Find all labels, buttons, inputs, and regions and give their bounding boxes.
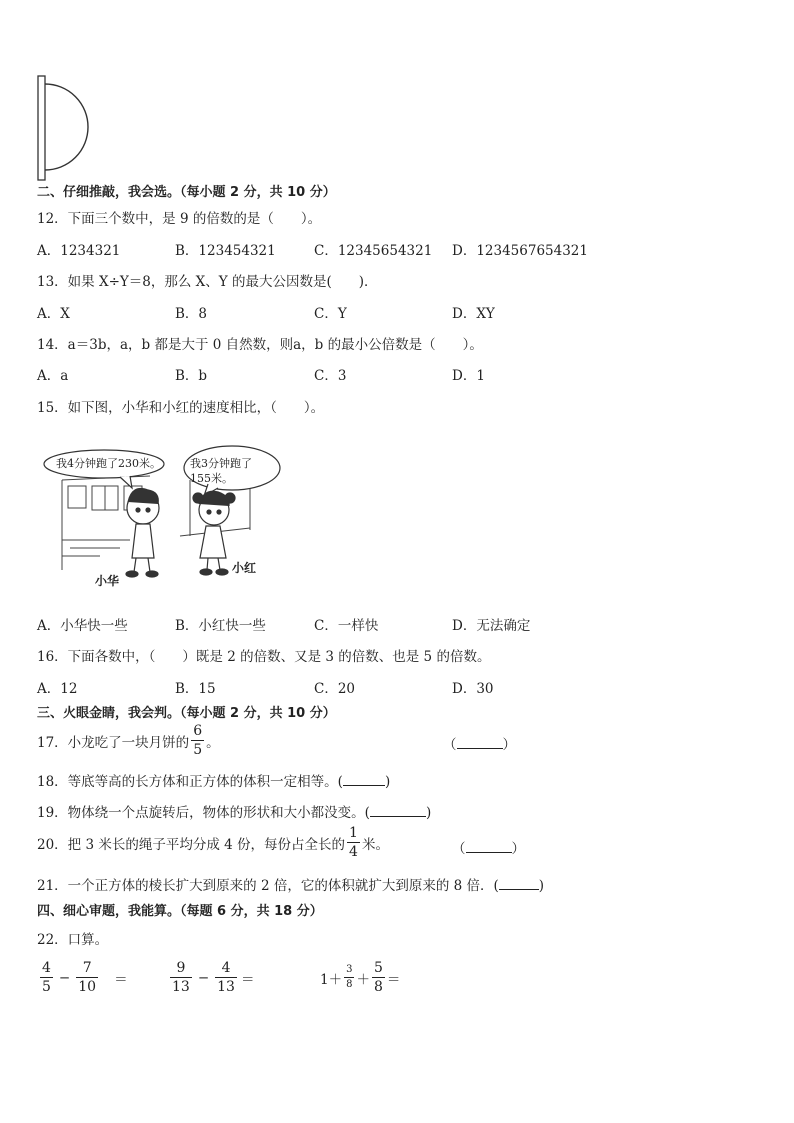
q13-option-b: B．8 [175, 306, 208, 322]
q15-option-d: D．无法确定 [452, 618, 531, 634]
q15-option-c: C．一样快 [314, 618, 379, 634]
q17-fraction-denominator: 5 [193, 742, 203, 758]
question-21: 21．一个正方体的棱长扩大到原来的 2 倍，它的体积就扩大到原来的 8 倍．( ) [37, 878, 545, 894]
q14-option-a: A．a [37, 368, 69, 384]
q12-option-a: A．1234321 [37, 243, 121, 259]
q20-fraction-denominator: 4 [349, 844, 358, 860]
q14-option-d: D．1 [452, 368, 485, 384]
question-14: 14．a＝3b，a，b 都是大于 0 自然数，则a，b 的最小公倍数是（ ）。 [37, 337, 483, 353]
q22-e3-fraction-b: $\frac{5}{8}$ [373, 960, 383, 995]
question-17 [37, 724, 220, 757]
q22-expression-1: $\frac{4}{5}$ − $\frac{7}{10}$ ＝ [42, 960, 128, 995]
q17-fraction-numerator: 6 [193, 723, 203, 739]
q22-e2-fraction-b: $\frac{4}{13}$ [217, 960, 235, 995]
q15-option-a: A．小华快一些 [37, 618, 128, 634]
q15-bubble-xiaohong-line1: 我3分钟跑了 [190, 457, 252, 470]
semicircle-figure [36, 74, 92, 182]
q22-e1-fraction-a: $\frac{4}{5}$ [42, 960, 51, 995]
q22-e1-fraction-b: $\frac{7}{10}$ [78, 960, 97, 995]
q17-text-end: 。 [206, 734, 220, 751]
q17-answer-blank[interactable]: （ ） [443, 737, 516, 753]
q17-text: 17．小龙吃了一块月饼的 [37, 734, 190, 751]
question-15: 15．如下图，小华和小红的速度相比，（ ）。 [37, 400, 325, 416]
q15-bubble-xiaohong-line2: 155米。 [190, 472, 233, 485]
section-2-heading: 二、仔细推敲，我会选。（每小题 2 分，共 10 分） [37, 185, 336, 200]
q12-option-d: D．1234567654321 [452, 243, 588, 259]
q13-option-a: A．X [37, 306, 70, 322]
q16-option-a: A．12 [37, 681, 78, 697]
section-4-heading: 四、细心审题，我能算。（每题 6 分，共 18 分） [37, 904, 323, 919]
q16-option-d: D．30 [452, 681, 494, 697]
q19-answer-blank[interactable] [370, 804, 426, 817]
question-18: 18．等底等高的长方体和正方体的体积一定相等。( ) [37, 774, 391, 790]
question-22: 22．口算。 [37, 932, 109, 948]
question-16: 16．下面各数中，（ ）既是 2 的倍数、又是 3 的倍数、也是 5 的倍数。 [37, 649, 491, 665]
q15-bubble-xiaohua: 我4分钟跑了230米。 [56, 457, 161, 470]
q17-fraction [191, 724, 204, 757]
q15-option-b: B．小红快一些 [175, 618, 266, 634]
q12-option-c: C．12345654321 [314, 243, 433, 259]
q20-text: 20．把 3 米长的绳子平均分成 4 份，每份占全长的 [37, 836, 346, 853]
q13-option-c: C．Y [314, 306, 347, 322]
q20-answer-blank[interactable]: （ ） [452, 841, 525, 857]
question-19: 19．物体绕一个点旋转后，物体的形状和大小都没变。( ) [37, 805, 432, 821]
q18-answer-blank[interactable] [343, 773, 385, 786]
section-3-heading: 三、火眼金睛，我会判。（每小题 2 分，共 10 分） [37, 706, 336, 721]
q21-answer-blank[interactable] [499, 877, 539, 890]
question-12: 12．下面三个数中，是 9 的倍数的是（ ）。 [37, 211, 322, 227]
q16-option-b: B．15 [175, 681, 216, 697]
q20-fraction-numerator: 1 [349, 825, 358, 841]
q22-expression-2: $\frac{9}{13}$ − $\frac{4}{13}$ ＝ [172, 960, 255, 995]
q12-option-b: B．123454321 [175, 243, 276, 259]
q22-e3-fraction-a: $\frac{3}{8}$ [346, 964, 353, 990]
q20-text-end: 米。 [361, 836, 389, 853]
q15-name-xiaohua: 小华 [95, 574, 120, 588]
q16-option-c: C．20 [314, 681, 356, 697]
q20-fraction [347, 826, 360, 859]
q14-option-c: C．3 [314, 368, 347, 384]
q14-option-b: B．b [175, 368, 208, 384]
q13-option-d: D．XY [452, 306, 495, 322]
q22-expression-3: 1＋ $\frac{3}{8}$ ＋ $\frac{5}{8}$ ＝ [320, 960, 401, 995]
q15-name-xiaohong: 小红 [232, 561, 257, 575]
question-20 [37, 826, 389, 859]
question-13: 13．如果 X÷Y＝8，那么 X、Y 的最大公因数是( )． [37, 274, 378, 290]
q22-e2-fraction-a: $\frac{9}{13}$ [172, 960, 190, 995]
